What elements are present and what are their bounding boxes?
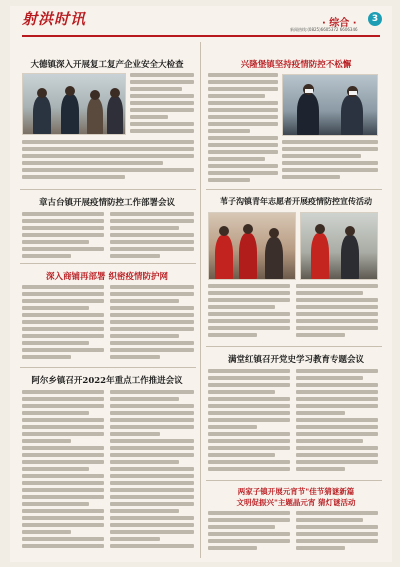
article-body — [22, 285, 104, 365]
article-photo — [208, 212, 296, 280]
page-number-badge: 3 — [368, 12, 382, 26]
masthead-rule — [22, 35, 380, 37]
masthead-title: 射洪时讯 — [22, 10, 87, 28]
article-body — [110, 390, 194, 558]
masthead-meta: 新闻热线:(0825)6605372 6606346 — [290, 27, 358, 32]
column-divider — [200, 42, 201, 558]
article-body — [208, 284, 290, 344]
article-body — [22, 140, 194, 188]
article-headline: 苇子沟镇青年志愿者开展疫情防控宣传活动 — [220, 196, 372, 206]
section-label: · 综合 · — [322, 18, 357, 29]
article-body — [296, 511, 378, 558]
masthead — [22, 8, 382, 36]
article-body — [22, 212, 104, 262]
article-headline-line2: 文明促振兴"主题晶元宵 猜灯谜活动 — [236, 498, 356, 507]
article-headline: 章古台镇开展疫情防控工作部署会议 — [38, 198, 175, 208]
article-headline: 深入商铺再部署 织密疫情防护网 — [46, 272, 168, 282]
article-photo — [282, 74, 378, 136]
newspaper-page — [10, 6, 392, 562]
article-body — [296, 369, 378, 477]
article-body — [208, 369, 290, 477]
section-divider — [20, 189, 196, 190]
article-headline: 兴隆堡镇坚持疫情防控不松懈 — [240, 60, 352, 70]
article-photo — [22, 73, 126, 135]
article-body — [110, 285, 194, 365]
article-headline: 大德镇深入开展复工复产企业安全大检查 — [30, 60, 184, 70]
section-divider — [20, 263, 196, 264]
article-body — [282, 140, 378, 186]
article-headline: 满堂红镇召开党史学习教育专题会议 — [227, 355, 364, 365]
section-divider — [206, 480, 382, 481]
article-headline-line1: 两家子镇开展元宵节"佳节猜谜新篇 — [237, 487, 355, 496]
section-divider — [20, 367, 196, 368]
section-divider — [206, 189, 382, 190]
article-body — [208, 73, 278, 185]
article-photo — [300, 212, 378, 280]
article-body — [208, 511, 290, 558]
article-body — [22, 390, 104, 558]
article-body — [296, 284, 378, 344]
article-headline: 阿尔乡镇召开2022年重点工作推进会议 — [31, 376, 183, 386]
article-body — [130, 73, 194, 137]
article-body — [110, 212, 194, 262]
section-divider — [206, 346, 382, 347]
